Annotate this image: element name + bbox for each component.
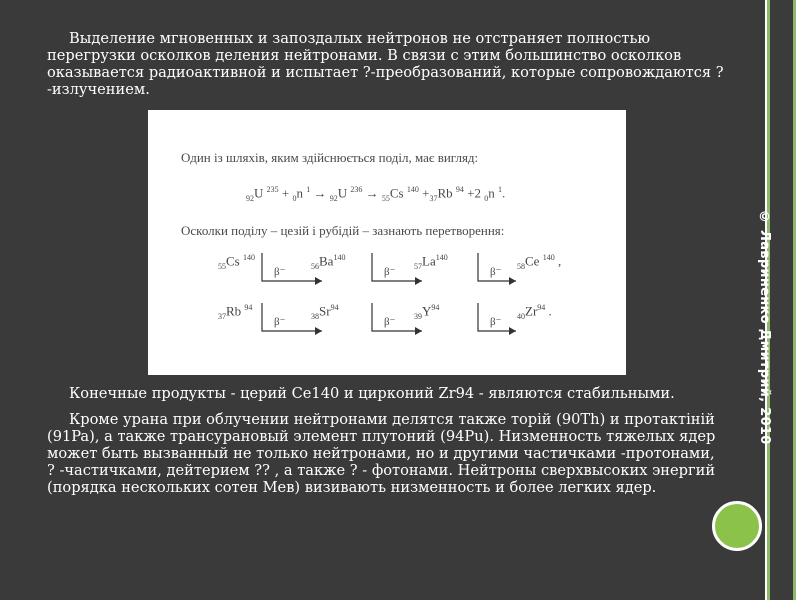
decorative-circle [712, 501, 762, 551]
nuclide-sr94: $_{38}Sr^{94}$ [311, 303, 339, 321]
nuclide-la140: $_{57}La^{140}$ [414, 253, 448, 271]
fission-equation: $_{92}$U $^{235}$ + $_0$n $^1$ → $_{92}$U $^{236}$ → $_{55}$Cs $^{140} +_{37}Rb$ $^{94}$ +2 $_0$n $^1$. [246, 185, 506, 203]
nuclide-zr94: $_{40}Zr^{94}$ . [517, 303, 552, 321]
nuclide-y94: $_{39}Y^{94}$ [414, 303, 440, 321]
copyright-text: © Лавриненко Дмитрий, 2010 [757, 210, 772, 445]
figure-line-3: Осколки поділу – цезій і рубідій – зазнають перетворення: [181, 223, 505, 238]
paragraph-intro: Выделение мгновенных и запоздалых нейтронов не отстраняет полностью перегрузки осколков деления нейтронами. В связи с этим большинство осколков оказывается радиоактивной и испытает ?-преобразований, которые сопровождаются ? -излучением. [47, 30, 724, 98]
beta-arrow: β⁻ [260, 301, 290, 349]
nuclide-cs140: $_{55}$Cs $^{140}$ [218, 253, 255, 271]
figure-line-1: Один із шляхів, яким здійснюється поділ, має вигляд: [181, 150, 479, 165]
beta-arrow: β⁻ [476, 301, 506, 349]
nuclide-ba140: $_{56}Ba^{140}$ [311, 253, 346, 271]
beta-arrow: β⁻ [260, 251, 290, 299]
paragraph-stable-products: Конечные продукты - церий Се140 и цирконий Zr94 - являются стабильными. [69, 385, 675, 402]
nuclide-ce140: $_{58}$Ce $^{140}$ , [517, 253, 562, 271]
beta-arrow: β⁻ [370, 301, 400, 349]
beta-arrow: β⁻ [370, 251, 400, 299]
nuclide-rb94: $_{37}$Rb $^{94}$ [218, 303, 253, 321]
fission-figure [148, 110, 626, 375]
paragraph-other-fission: Кроме урана при облучении нейтронами делятся также торій (90Th) и протактіній (91Pa), а также трансурановый элемент плутоний (94Pu). Низменность тяжелых ядер может быть вызванный не только нейтронами, но и другими частичками -протонами, ? -частичками, дейтерием ?? , а также ? - фотонами. Нейтроны сверхвысоких энергий (порядка нескольких сотен Мев) визивають низменность и более легких ядер. [47, 411, 716, 496]
beta-arrow: β⁻ [476, 251, 506, 299]
